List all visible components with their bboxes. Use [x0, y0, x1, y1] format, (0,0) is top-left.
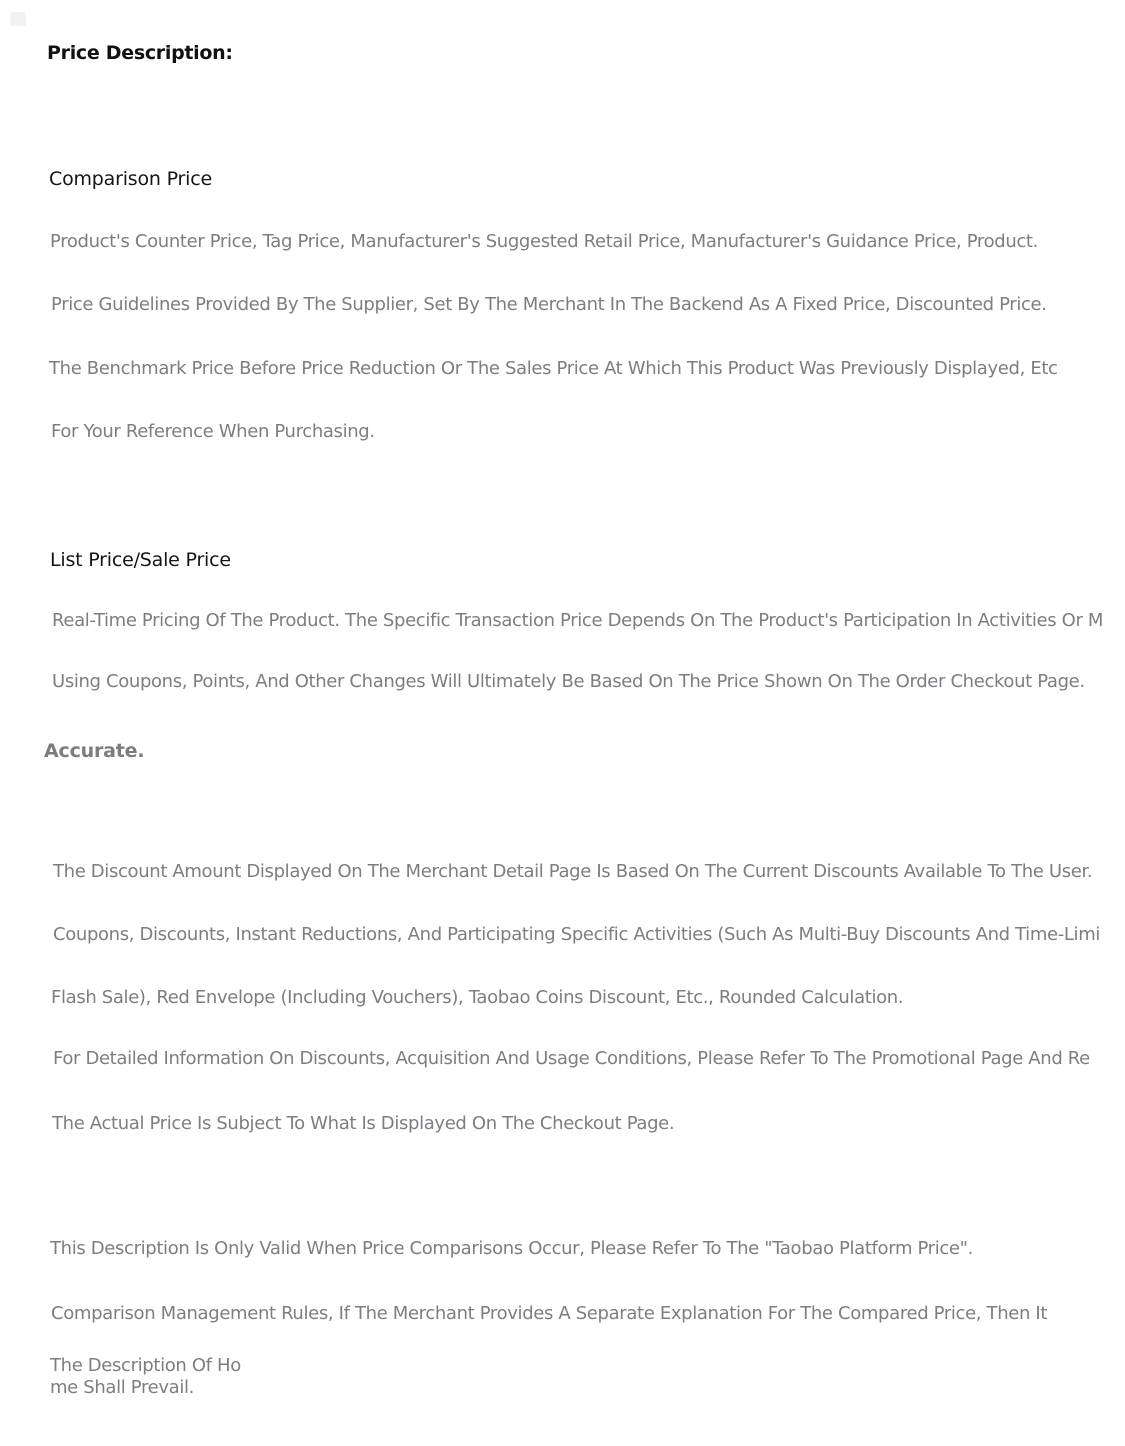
validity-line-3: The Description Of Ho: [50, 1355, 241, 1376]
list-price-line-2: Using Coupons, Points, And Other Changes Will Ultimately Be Based On The Price Shown On The Order Checkout Page.: [52, 671, 1085, 692]
comparison-price-heading: Comparison Price: [49, 168, 212, 190]
discount-line-3: Flash Sale), Red Envelope (Including Vouchers), Taobao Coins Discount, Etc., Rounded Calculation.: [51, 987, 904, 1008]
discount-line-1: The Discount Amount Displayed On The Merchant Detail Page Is Based On The Current Discounts Available To The User.: [53, 861, 1093, 882]
comparison-price-line-1: Product's Counter Price, Tag Price, Manufacturer's Suggested Retail Price, Manufacturer's Guidance Price, Product.: [50, 231, 1038, 252]
discount-line-2: Coupons, Discounts, Instant Reductions, And Participating Specific Activities (Such As Multi-Buy Discounts And Time-Limi: [53, 924, 1101, 945]
validity-line-1: This Description Is Only Valid When Price Comparisons Occur, Please Refer To The "Taobao Platform Price".: [50, 1238, 973, 1259]
accurate-label: Accurate.: [44, 740, 145, 762]
comparison-price-line-3: The Benchmark Price Before Price Reduction Or The Sales Price At Which This Product Was Previously Displayed, Etc: [49, 358, 1058, 379]
comparison-price-line-2: Price Guidelines Provided By The Supplier, Set By The Merchant In The Backend As A Fixed Price, Discounted Price.: [51, 294, 1047, 315]
discount-line-4: For Detailed Information On Discounts, Acquisition And Usage Conditions, Please Refer To The Promotional Page And Re: [53, 1048, 1090, 1069]
page-corner-mark: [10, 12, 26, 26]
document-title: Price Description:: [47, 42, 233, 64]
list-price-line-1: Real-Time Pricing Of The Product. The Specific Transaction Price Depends On The Product's Participation In Activities Or M: [52, 610, 1104, 631]
discount-line-5: The Actual Price Is Subject To What Is Displayed On The Checkout Page.: [52, 1113, 675, 1134]
list-price-heading: List Price/Sale Price: [50, 549, 231, 571]
comparison-price-line-4: For Your Reference When Purchasing.: [51, 421, 375, 442]
validity-line-4: me Shall Prevail.: [50, 1377, 194, 1398]
validity-line-2: Comparison Management Rules, If The Merchant Provides A Separate Explanation For The Compared Price, Then It: [51, 1303, 1048, 1324]
